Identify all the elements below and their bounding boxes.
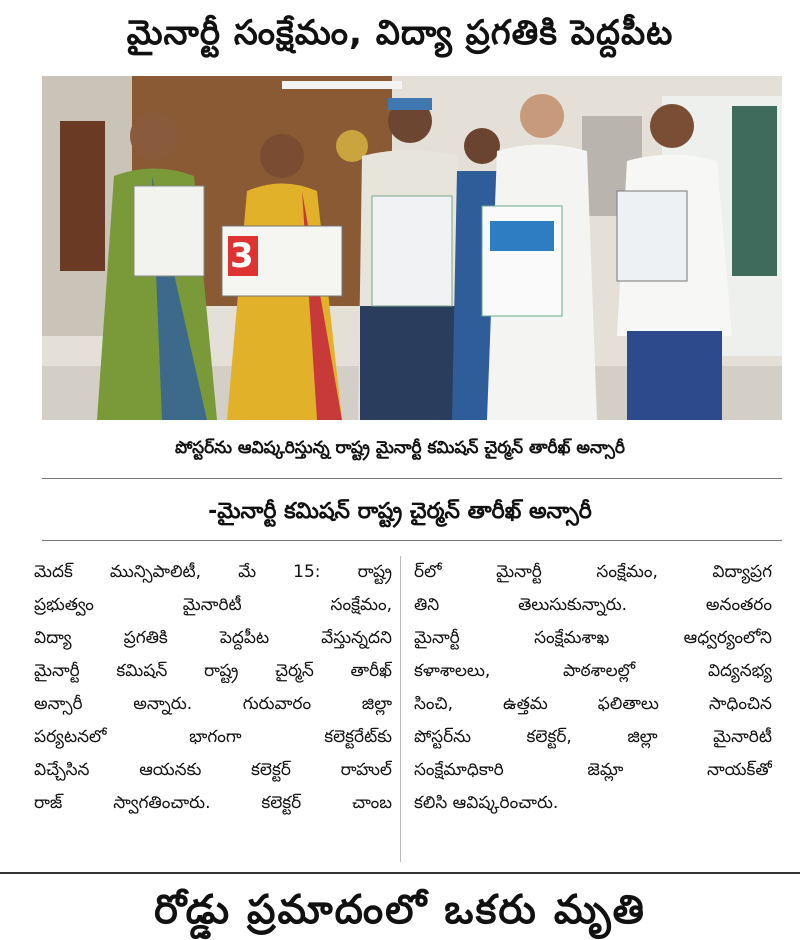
subheadline: -మైనార్టీ కమిషన్ రాష్ట్ర చైర్మన్ తారీఖ్ అన్సారీ [208, 499, 592, 524]
text-line: విద్యా ప్రగతికి పెద్దపీట వేస్తున్నదని [34, 628, 392, 648]
text-line: ప్రభుత్వం మైనారిటీ సంక్షేమం, [34, 595, 392, 615]
column-divider [400, 556, 401, 862]
text-line: విచ్చేసిన ఆయనకు కలెక్టర్ రాహుల్ [34, 760, 392, 780]
text-line: సంక్షేమాధికారి జెమ్లా నాయక్‌తో [414, 760, 772, 780]
next-article-headline: రోడ్డు ప్రమాదంలో ఒకరు మృతి [154, 887, 646, 933]
text-line: సించి, ఉత్తమ ఫలితాలు సాధించిన [414, 694, 772, 714]
divider [42, 478, 782, 479]
text-line: పర్యటనలో భాగంగా కలెక్టరేట్‌కు [34, 727, 392, 747]
text-line: పోస్టర్‌ను కలెక్టర్, జిల్లా మైనారిటీ [414, 727, 772, 747]
text-line: తిని తెలుసుకున్నారు. అనంతరం [414, 595, 772, 615]
text-line: మైనార్టీ కమిషన్ రాష్ట్ర చైర్మన్ తారీఖ్ [34, 661, 392, 681]
divider [42, 540, 782, 541]
body-column-left [34, 556, 392, 820]
text-line: మెదక్ మున్సిపాలిటీ, మే 15: రాష్ట్ర [34, 562, 392, 582]
text-line: రాజ్ స్వాగతించారు. కలెక్టర్ చాంబ [34, 793, 392, 813]
text-line: ర్‌లో మైనార్టీ సంక్షేమం, విద్యాప్రగ [414, 562, 772, 582]
text-line: కలిసి ఆవిష్కరించారు. [414, 793, 559, 813]
body-column-right [414, 556, 772, 820]
photo-caption: పోస్టర్‌ను ఆవిష్కరిస్తున్న రాష్ట్ర మైనార్టీ కమిషన్ చైర్మన్ తారీఖ్ అన్సారీ [175, 438, 625, 458]
text-line: మైనార్టీ సంక్షేమశాఖ ఆధ్వర్యంలోని [414, 628, 772, 648]
text-line: కళాశాలలు, పాఠశాలల్లో విద్యనభ్య [414, 661, 772, 681]
section-divider [0, 872, 800, 874]
poster-numeral: 3 [230, 236, 254, 276]
news-photo [42, 76, 782, 420]
text-line: అన్సారీ అన్నారు. గురువారం జిల్లా [34, 694, 392, 714]
headline: మైనార్టీ సంక్షేమం, విద్యా ప్రగతికి పెద్దపీట [126, 13, 674, 53]
